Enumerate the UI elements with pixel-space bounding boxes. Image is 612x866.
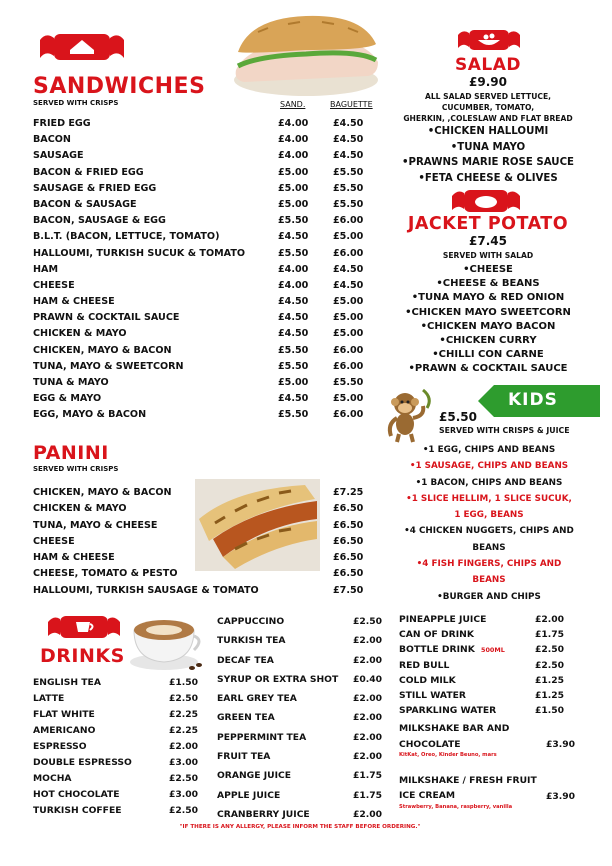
drink-row	[399, 612, 567, 627]
salad-price: £9.90	[469, 75, 507, 89]
panini-price: £6.50	[333, 535, 364, 547]
kids-list	[386, 442, 592, 605]
drink-price: £2.50	[169, 805, 199, 816]
drink-name: LATTE	[33, 693, 65, 704]
sandwich-name: SAUSAGE & FRIED EGG	[33, 182, 157, 194]
salad-list	[388, 124, 588, 186]
sandwich-row	[33, 278, 373, 294]
drink-name: RED BULL	[399, 659, 450, 671]
sandwich-baguette-price: £5.50	[333, 377, 364, 388]
kids-item: •BURGER AND CHIPS	[437, 591, 541, 602]
sandwich-name: FRIED EGG	[33, 118, 91, 129]
drinks-column-3	[399, 612, 567, 718]
sandwiches-subtitle: SERVED WITH CRISPS	[33, 99, 119, 107]
drink-row	[399, 673, 567, 688]
sandwich-sand-price: £4.50	[278, 231, 309, 243]
sandwich-name: BACON & FRIED EGG	[33, 166, 144, 178]
sandwich-sand-price: £4.00	[278, 263, 309, 275]
sandwich-name: BACON	[33, 134, 71, 146]
milkshake-bar-note: KitKat, Oreo, Kinder Beuno, mars	[399, 752, 497, 758]
sandwich-row	[33, 391, 373, 407]
baguette-image	[228, 10, 384, 100]
drink-row	[33, 675, 205, 691]
drink-row	[217, 710, 385, 729]
panini-price: £6.50	[333, 503, 364, 515]
drink-price: £2.00	[353, 808, 383, 820]
drink-name: EARL GREY TEA	[217, 693, 297, 705]
drink-name: FRUIT TEA	[217, 751, 271, 763]
sandwich-sand-price: £4.50	[278, 393, 309, 405]
jacket-price: £7.45	[469, 234, 507, 248]
sandwich-baguette-price: £4.50	[333, 134, 364, 146]
salad-emblem-icon	[456, 26, 522, 54]
drink-row	[217, 749, 385, 768]
potato-emblem-icon	[450, 186, 522, 216]
sandwich-name: CHEESE	[33, 279, 75, 291]
drink-price: £2.00	[535, 614, 565, 625]
drink-name: TURKISH TEA	[217, 635, 286, 647]
drink-name: GREEN TEA	[217, 712, 275, 724]
sandwiches-title: SANDWICHES	[33, 74, 206, 99]
drink-name: TURKISH COFFEE	[33, 805, 122, 816]
kids-item-cont: BEANS	[472, 575, 506, 586]
salad-item: •CHICKEN HALLOUMI	[427, 126, 549, 137]
sandwich-name: TUNA, MAYO & SWEETCORN	[33, 360, 184, 372]
sandwich-row	[33, 165, 373, 181]
milkshake-fruit-price: £3.90	[546, 791, 576, 802]
sandwich-baguette-price: £4.50	[333, 118, 364, 129]
sandwich-row	[33, 375, 373, 391]
sandwich-baguette-price: £5.00	[333, 231, 364, 243]
panini-list	[33, 485, 373, 599]
jacket-item: •PRAWN & COCKTAIL SAUCE	[408, 363, 568, 375]
drink-name: ENGLISH TEA	[33, 677, 101, 688]
drink-name: APPLE JUICE	[217, 789, 281, 801]
drink-price: £1.25	[535, 674, 565, 686]
drink-row	[217, 691, 385, 710]
salad-item: •PRAWNS MARIE ROSE SAUCE	[401, 157, 575, 168]
panini-row	[33, 550, 373, 566]
drink-price: £2.00	[353, 654, 383, 666]
sandwich-row	[33, 197, 373, 213]
sandwich-row	[33, 181, 373, 197]
sandwich-name: TUNA & MAYO	[33, 377, 109, 388]
sandwich-baguette-price: £4.50	[333, 263, 364, 275]
kids-item-cont: 1 EGG, BEANS	[454, 510, 524, 521]
drink-name: COLD MILK	[399, 674, 456, 686]
sandwich-row	[33, 132, 373, 148]
salad-item: •TUNA MAYO	[450, 141, 526, 153]
drink-name: CAPPUCCINO	[217, 616, 285, 627]
sandwich-row	[33, 343, 373, 359]
kids-price: £5.50	[439, 410, 477, 424]
drinks-column-1	[33, 675, 205, 819]
drinks-title: DRINKS	[40, 645, 125, 667]
monkey-icon	[383, 388, 435, 444]
kids-badge-label: KIDS	[508, 390, 558, 410]
sandwich-name: EGG, MAYO & BACON	[33, 409, 147, 421]
panini-name: HAM & CHEESE	[33, 552, 115, 564]
jacket-item: •CHICKEN CURRY	[439, 335, 537, 347]
drink-name: DOUBLE ESPRESSO	[33, 757, 132, 768]
drink-price: £2.00	[353, 693, 383, 705]
sandwich-row	[33, 246, 373, 262]
kids-item: •1 SAUSAGE, CHIPS AND BEANS	[409, 461, 569, 472]
sandwich-sand-price: £5.50	[278, 247, 309, 259]
drink-name: FLAT WHITE	[33, 709, 95, 720]
sandwich-sand-price: £4.00	[278, 150, 309, 162]
sandwich-sand-price: £5.00	[278, 377, 309, 388]
panini-row	[33, 485, 373, 501]
sandwich-baguette-price: £5.00	[333, 328, 364, 340]
drink-row	[217, 614, 385, 633]
sandwich-name: EGG & MAYO	[33, 393, 102, 405]
drinks-column-2	[217, 614, 385, 826]
drink-name: MOCHA	[33, 773, 72, 784]
drink-name: DECAF TEA	[217, 654, 274, 666]
sandwich-name: HAM	[33, 263, 59, 275]
drink-row	[399, 627, 567, 642]
sandwich-list	[33, 116, 373, 424]
drink-price: £2.00	[353, 635, 383, 647]
sandwich-row	[33, 148, 373, 164]
sandwich-name: B.L.T. (BACON, LETTUCE, TOMATO)	[33, 231, 220, 243]
drink-row	[33, 803, 205, 819]
drink-price: £2.00	[353, 751, 383, 763]
kids-item-cont: BEANS	[472, 542, 506, 553]
panini-row	[33, 566, 373, 582]
drink-row	[33, 691, 205, 707]
drink-price: £2.50	[169, 773, 199, 784]
drink-row	[33, 771, 205, 787]
sandwich-baguette-price: £6.00	[333, 344, 364, 356]
kids-item: •1 BACON, CHIPS AND BEANS	[415, 477, 563, 488]
panini-name: TUNA, MAYO & CHEESE	[33, 519, 158, 531]
drink-price: £1.75	[353, 770, 383, 782]
sandwich-name: PRAWN & COCKTAIL SAUCE	[33, 312, 180, 324]
panini-name: HALLOUMI, TURKISH SAUSAGE & TOMATO	[33, 584, 259, 596]
panini-row	[33, 583, 373, 599]
drink-name: PINEAPPLE JUICE	[399, 614, 487, 625]
salad-description	[400, 91, 576, 124]
drink-row	[399, 642, 567, 657]
sandwich-baguette-price: £6.00	[333, 360, 364, 372]
drink-price: £2.50	[353, 616, 383, 627]
drink-name: ORANGE JUICE	[217, 770, 292, 782]
panini-subtitle: SERVED WITH CRISPS	[33, 465, 119, 473]
drink-price: £2.50	[535, 644, 565, 656]
drink-name: CRANBERRY JUICE	[217, 808, 310, 820]
sandwich-sand-price: £4.00	[278, 118, 309, 129]
drink-price: £1.75	[535, 629, 565, 641]
drink-row	[217, 730, 385, 749]
sandwich-name: CHICKEN, MAYO & BACON	[33, 344, 172, 356]
drink-name: CAN OF DRINK	[399, 629, 474, 641]
jacket-item: •CHICKEN MAYO BACON	[420, 320, 556, 332]
col-baguette-header: BAGUETTE	[330, 100, 373, 109]
drink-name: ESPRESSO	[33, 741, 87, 752]
sandwich-name: HAM & CHEESE	[33, 296, 115, 308]
sandwich-sand-price: £5.50	[278, 344, 309, 356]
drink-row	[217, 653, 385, 672]
kids-item: •1 EGG, CHIPS AND BEANS	[422, 445, 556, 455]
sandwich-baguette-price: £5.50	[333, 182, 364, 194]
drink-price: £2.50	[535, 659, 565, 671]
drink-name: BOTTLE DRINK	[399, 644, 475, 656]
milkshake-bar-l2: CHOCOLATE	[399, 739, 461, 750]
drink-row	[217, 768, 385, 787]
panini-price: £6.50	[333, 568, 364, 580]
kids-item: •4 CHICKEN NUGGETS, CHIPS AND	[404, 526, 574, 537]
sandwich-name: BACON & SAUSAGE	[33, 198, 137, 210]
salad-desc-line: GHERKIN, ,COLESLAW AND FLAT BREAD	[403, 114, 573, 123]
sandwich-sand-price: £5.00	[278, 182, 309, 194]
drink-row	[399, 703, 567, 718]
sandwich-sand-price: £5.00	[278, 198, 309, 210]
drink-row	[33, 739, 205, 755]
sandwich-name: CHICKEN & MAYO	[33, 328, 127, 340]
sandwich-row	[33, 407, 373, 423]
salad-desc-line: ALL SALAD SERVED LETTUCE,	[424, 92, 552, 101]
drink-price: £2.25	[169, 709, 199, 720]
drink-price: £0.40	[353, 673, 383, 685]
jacket-subtitle: SERVED WITH SALAD	[442, 251, 534, 260]
sandwich-sand-price: £5.50	[278, 215, 309, 227]
sandwich-row	[33, 326, 373, 342]
sandwich-baguette-price: £5.00	[333, 296, 364, 308]
salad-item: •FETA CHEESE & OLIVES	[418, 172, 558, 184]
drink-name: AMERICANO	[33, 725, 96, 736]
milkshake-bar-l1: MILKSHAKE BAR AND	[399, 723, 510, 734]
drink-row	[33, 723, 205, 739]
sandwich-row	[33, 359, 373, 375]
sandwich-sand-price: £4.50	[278, 312, 309, 324]
sandwich-row	[33, 213, 373, 229]
jacket-item: •CHICKEN MAYO SWEETCORN	[405, 306, 571, 318]
jacket-list	[383, 263, 593, 377]
drink-price: £1.75	[353, 789, 383, 801]
drink-price: £2.00	[169, 741, 199, 752]
drink-name: SYRUP OR EXTRA SHOT	[217, 673, 339, 685]
panini-name: CHICKEN, MAYO & BACON	[33, 487, 172, 498]
sandwich-sand-price: £5.50	[278, 360, 309, 372]
milkshake-fruit-note: Strawberry, Banana, raspberry, vanilla	[399, 804, 513, 810]
drink-name: PEPPERMINT TEA	[217, 731, 307, 743]
drink-name: HOT CHOCOLATE	[33, 789, 120, 800]
drink-price: £2.25	[169, 725, 199, 736]
drink-row	[33, 707, 205, 723]
drink-row	[33, 787, 205, 803]
sandwich-name: HALLOUMI, TURKISH SUCUK & TOMATO	[33, 247, 246, 259]
sandwich-sand-price: £5.00	[278, 166, 309, 178]
drink-row	[217, 633, 385, 652]
drink-row	[399, 688, 567, 703]
sandwich-baguette-price: £5.00	[333, 312, 364, 324]
panini-price: £7.25	[333, 487, 364, 498]
col-sand-header: SAND.	[280, 100, 306, 109]
panini-name: CHEESE	[33, 535, 75, 547]
panini-name: CHICKEN & MAYO	[33, 503, 127, 515]
sandwich-sand-price: £4.00	[278, 134, 309, 146]
sandwich-sand-price: £4.50	[278, 296, 309, 308]
drink-price: £1.25	[535, 689, 565, 701]
panini-price: £6.50	[333, 519, 364, 531]
sandwich-row	[33, 116, 373, 132]
jacket-title: JACKET POTATO	[407, 214, 569, 234]
drink-price: £3.00	[169, 757, 199, 768]
sandwich-name: SAUSAGE	[33, 150, 84, 162]
sandwich-sand-price: £4.00	[278, 279, 309, 291]
sandwich-emblem-icon	[36, 28, 128, 66]
drink-row	[33, 755, 205, 771]
milkshake-bar-price: £3.90	[546, 739, 576, 750]
sandwich-baguette-price: £6.00	[333, 215, 364, 227]
drink-name: SPARKLING WATER	[399, 705, 497, 717]
panini-row	[33, 534, 373, 550]
sandwich-row	[33, 229, 373, 245]
kids-subtitle: SERVED WITH CRISPS & JUICE	[439, 426, 570, 435]
coffee-cup-image	[126, 610, 206, 672]
sandwich-baguette-price: £5.50	[333, 198, 364, 210]
kids-item: •1 SLICE HELLIM, 1 SLICE SUCUK,	[406, 493, 572, 504]
drink-price: £1.50	[535, 705, 565, 717]
drink-price: £2.00	[353, 712, 383, 724]
drink-name: STILL WATER	[399, 689, 466, 701]
salad-title: SALAD	[454, 55, 521, 75]
milkshake-fruit-l2: ICE CREAM	[399, 790, 455, 801]
jacket-item: •CHILLI CON CARNE	[432, 349, 544, 361]
sandwich-baguette-price: £6.00	[333, 409, 364, 421]
sandwich-row	[33, 294, 373, 310]
panini-price: £6.50	[333, 552, 364, 564]
panini-title: PANINI	[33, 442, 109, 464]
sandwich-baguette-price: £5.50	[333, 166, 364, 178]
kids-item: •4 FISH FINGERS, CHIPS AND	[416, 559, 562, 570]
sandwich-name: BACON, SAUSAGE & EGG	[33, 215, 166, 227]
salad-desc-line: CUCUMBER, TOMATO,	[441, 103, 535, 112]
jacket-item: •CHEESE & BEANS	[436, 278, 540, 290]
sandwich-sand-price: £5.50	[278, 409, 309, 421]
sandwich-baguette-price: £4.50	[333, 279, 364, 291]
sandwich-baguette-price: £6.00	[333, 247, 364, 259]
drink-row	[217, 788, 385, 807]
jacket-item: •CHEESE	[463, 264, 513, 275]
allergy-notice: "IF THERE IS ANY ALLERGY, PLEASE INFORM THE STAFF BEFORE ORDERING."	[179, 824, 421, 830]
sandwich-row	[33, 262, 373, 278]
drink-price: £1.50	[169, 677, 199, 688]
sandwich-row	[33, 310, 373, 326]
drink-tag: 500ML	[481, 646, 505, 655]
drink-row	[399, 658, 567, 673]
panini-row	[33, 501, 373, 517]
panini-price: £7.50	[333, 584, 364, 596]
sandwich-baguette-price: £5.00	[333, 393, 364, 405]
jacket-item: •TUNA MAYO & RED ONION	[411, 292, 565, 304]
drink-price: £2.50	[169, 693, 199, 704]
drink-row	[217, 672, 385, 691]
drinks-emblem-icon	[46, 612, 122, 642]
drink-price: £3.00	[169, 789, 199, 800]
milkshake-fruit-l1: MILKSHAKE / FRESH FRUIT	[399, 775, 537, 786]
panini-name: CHEESE, TOMATO & PESTO	[33, 568, 178, 580]
panini-row	[33, 518, 373, 534]
sandwich-baguette-price: £4.50	[333, 150, 364, 162]
sandwich-sand-price: £4.50	[278, 328, 309, 340]
drink-price: £2.00	[353, 731, 383, 743]
